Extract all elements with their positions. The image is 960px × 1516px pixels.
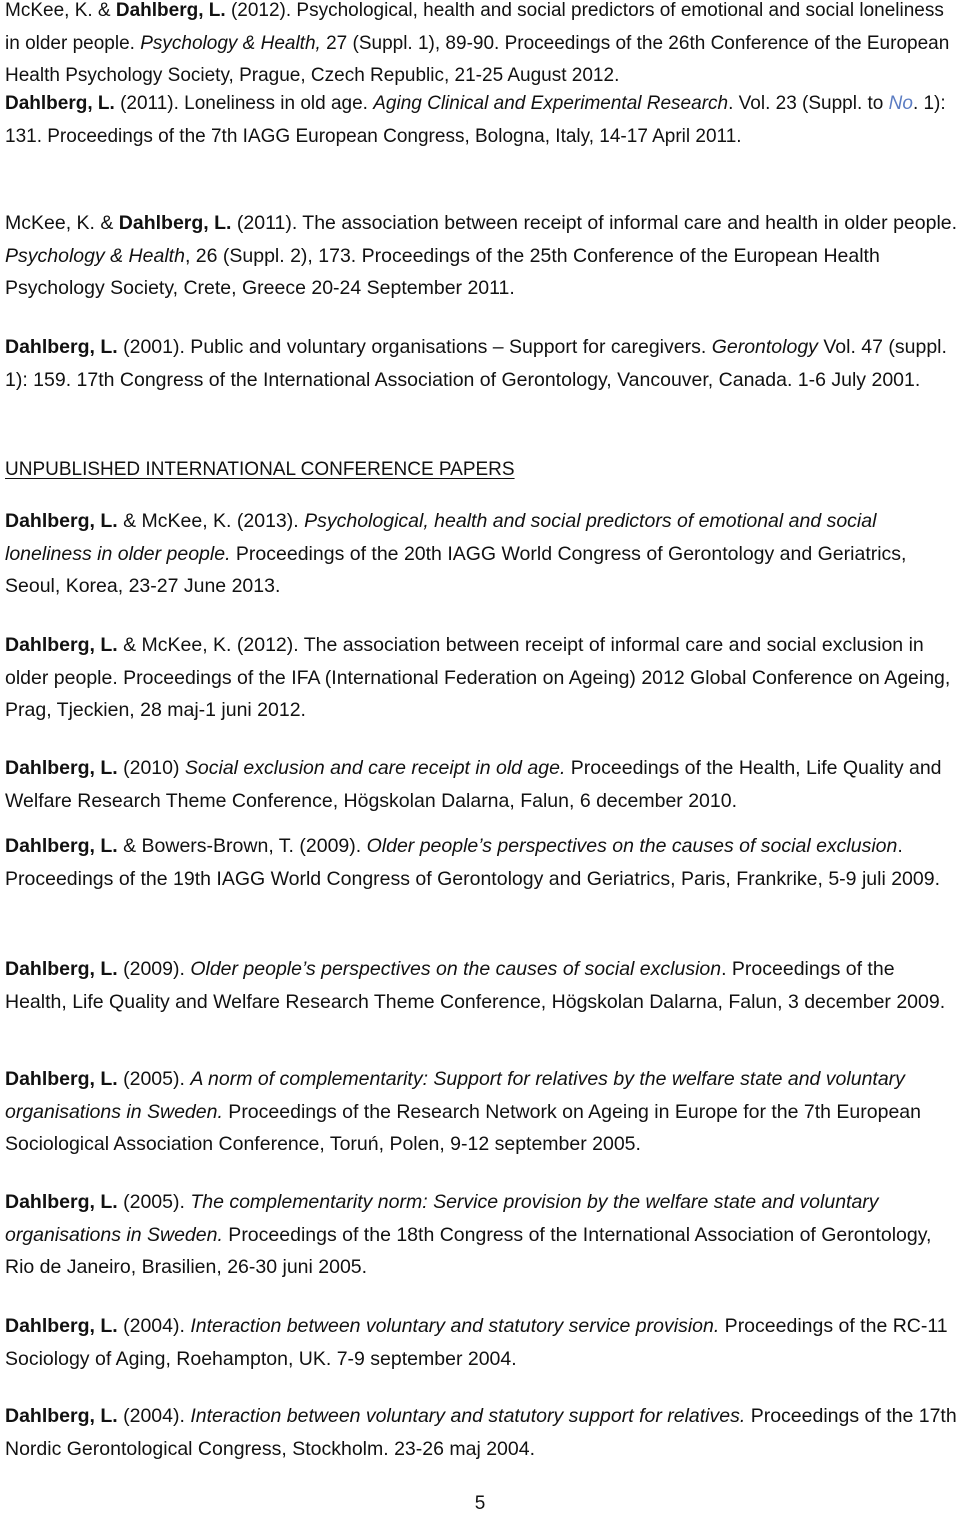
ref-title: Psychological, health and social predictors of emotional and social loneliness in older people.	[5, 510, 877, 565]
reference-entry	[5, 1310, 960, 1375]
ref-text: 27 (Suppl. 1), 89-90. Proceedings of the 26th Conference of the European Health Psychology Society, Prague, Czech Republic, 21-25 August 2012.	[5, 32, 950, 86]
ref-author-highlight: Dahlberg, L.	[115, 0, 226, 21]
ref-text: (2009).	[117, 958, 191, 980]
ref-text: , 26 (Suppl. 2), 173. Proceedings of the 25th Conference of the European Health Psychology Society, Crete, Greece 20-24 September 2011.	[5, 244, 880, 300]
ref-author-highlight: Dahlberg, L.	[5, 958, 118, 980]
ref-author-highlight: Dahlberg, L.	[118, 212, 232, 234]
ref-author-highlight: Dahlberg, L.	[5, 93, 115, 114]
ref-text: (2001). Public and voluntary organisations – Support for caregivers.	[117, 336, 712, 358]
ref-title: The complementarity norm: Service provision by the welfare state and voluntary organisations in Sweden.	[5, 1191, 879, 1246]
ref-authors: McKee, K. &	[5, 0, 116, 21]
ref-venue: Gerontology	[711, 336, 818, 358]
reference-entry	[5, 752, 960, 817]
ref-title: Interaction between voluntary and statutory support for relatives.	[190, 1405, 746, 1427]
ref-title: Older people’s perspectives on the causes of social exclusion	[366, 835, 898, 857]
ref-venue: Aging Clinical and Experimental Research	[373, 93, 729, 114]
ref-title: Interaction between voluntary and statutory service provision.	[190, 1315, 720, 1337]
ref-author-highlight: Dahlberg, L.	[5, 1068, 118, 1090]
ref-text: . Proceedings of the Health, Life Quality and Welfare Research Theme Conference, Högskolan Dalarna, Falun, 3 december 2009.	[5, 958, 946, 1013]
page-number: 5	[474, 1493, 486, 1514]
ref-text: (2011). Loneliness in old age.	[114, 93, 374, 114]
ref-venue: Psychology & Health,	[140, 32, 321, 54]
ref-text: & Bowers-Brown, T. (2009).	[117, 835, 367, 857]
ref-text: Proceedings of the RC-11 Sociology of Aging, Roehampton, UK. 7-9 september 2004.	[5, 1315, 948, 1370]
reference-entry	[5, 953, 960, 1018]
ref-text: (2005).	[117, 1068, 191, 1090]
ref-author-highlight: Dahlberg, L.	[5, 835, 118, 857]
ref-issue-no: No	[888, 93, 913, 114]
ref-author-highlight: Dahlberg, L.	[5, 510, 118, 532]
ref-text: (2011). The association between receipt of informal care and health in older people.	[231, 212, 958, 234]
ref-text: Proceedings of the Research Network on Ageing in Europe for the 7th European Sociological Association Conference, Toruń, Polen, 9-12 september 2005.	[5, 1100, 921, 1156]
ref-text: & McKee, K. (2013).	[117, 510, 305, 532]
ref-text: . 1): 131. Proceedings of the 7th IAGG European Congress, Bologna, Italy, 14-17 April 2011.	[5, 93, 946, 147]
reference-entry	[5, 207, 960, 305]
ref-text: . Proceedings of the 19th IAGG World Congress of Gerontology and Geriatrics, Paris, Frankrike, 5-9 juli 2009.	[5, 835, 941, 890]
ref-text: (2004).	[117, 1315, 191, 1337]
ref-author-highlight: Dahlberg, L.	[5, 1191, 118, 1213]
reference-entry	[5, 629, 960, 727]
ref-venue: Psychology & Health	[5, 244, 185, 267]
ref-text: . Vol. 23 (Suppl. to	[728, 93, 889, 114]
reference-entry	[5, 1186, 960, 1284]
section-heading: UNPUBLISHED INTERNATIONAL CONFERENCE PAPERS	[5, 459, 515, 480]
ref-author-highlight: Dahlberg, L.	[5, 757, 118, 779]
reference-entry	[5, 1063, 960, 1161]
ref-authors: McKee, K. &	[5, 212, 119, 234]
ref-author-highlight: Dahlberg, L.	[5, 336, 118, 358]
reference-entry	[5, 88, 960, 153]
ref-text: Proceedings of the 20th IAGG World Congress of Gerontology and Geriatrics, Seoul, Korea, 23-27 June 2013.	[5, 542, 907, 598]
ref-author-highlight: Dahlberg, L.	[5, 634, 118, 656]
ref-text: (2005).	[117, 1191, 191, 1213]
ref-text: Proceedings of the 17th Nordic Gerontological Congress, Stockholm. 23-26 maj 2004.	[5, 1405, 957, 1460]
reference-entry	[5, 331, 960, 396]
ref-text: & McKee, K. (2012). The association between receipt of informal care and social exclusion in older people. Proceedings of the IFA (International Federation on Ageing) 2012 Global Conference on Ageing, Prag, Tjeckien, 28 maj-1 juni 2012.	[5, 634, 951, 722]
ref-text: (2004).	[117, 1405, 191, 1427]
ref-text: (2010)	[117, 757, 185, 779]
reference-entry	[5, 0, 960, 93]
ref-author-highlight: Dahlberg, L.	[5, 1405, 118, 1427]
ref-title: Older people’s perspectives on the causes of social exclusion	[190, 958, 722, 980]
ref-author-highlight: Dahlberg, L.	[5, 1315, 118, 1337]
ref-text: Proceedings of the 18th Congress of the International Association of Gerontology, Rio de Janeiro, Brasilien, 26-30 juni 2005.	[5, 1223, 932, 1279]
ref-title: A norm of complementarity: Support for relatives by the welfare state and voluntary organisations in Sweden.	[5, 1068, 905, 1123]
ref-text: (2012). Psychological, health and social predictors of emotional and social loneliness in older people.	[5, 0, 944, 54]
ref-text: Proceedings of the Health, Life Quality and Welfare Research Theme Conference, Högskolan Dalarna, Falun, 6 december 2010.	[5, 757, 942, 812]
reference-entry	[5, 505, 960, 603]
ref-text: Vol. 47 (suppl. 1): 159. 17th Congress of the International Association of Gerontology, Vancouver, Canada. 1-6 July 2001.	[5, 336, 947, 391]
ref-title: Social exclusion and care receipt in old age.	[184, 757, 566, 779]
reference-entry	[5, 830, 960, 895]
reference-entry	[5, 1400, 960, 1465]
